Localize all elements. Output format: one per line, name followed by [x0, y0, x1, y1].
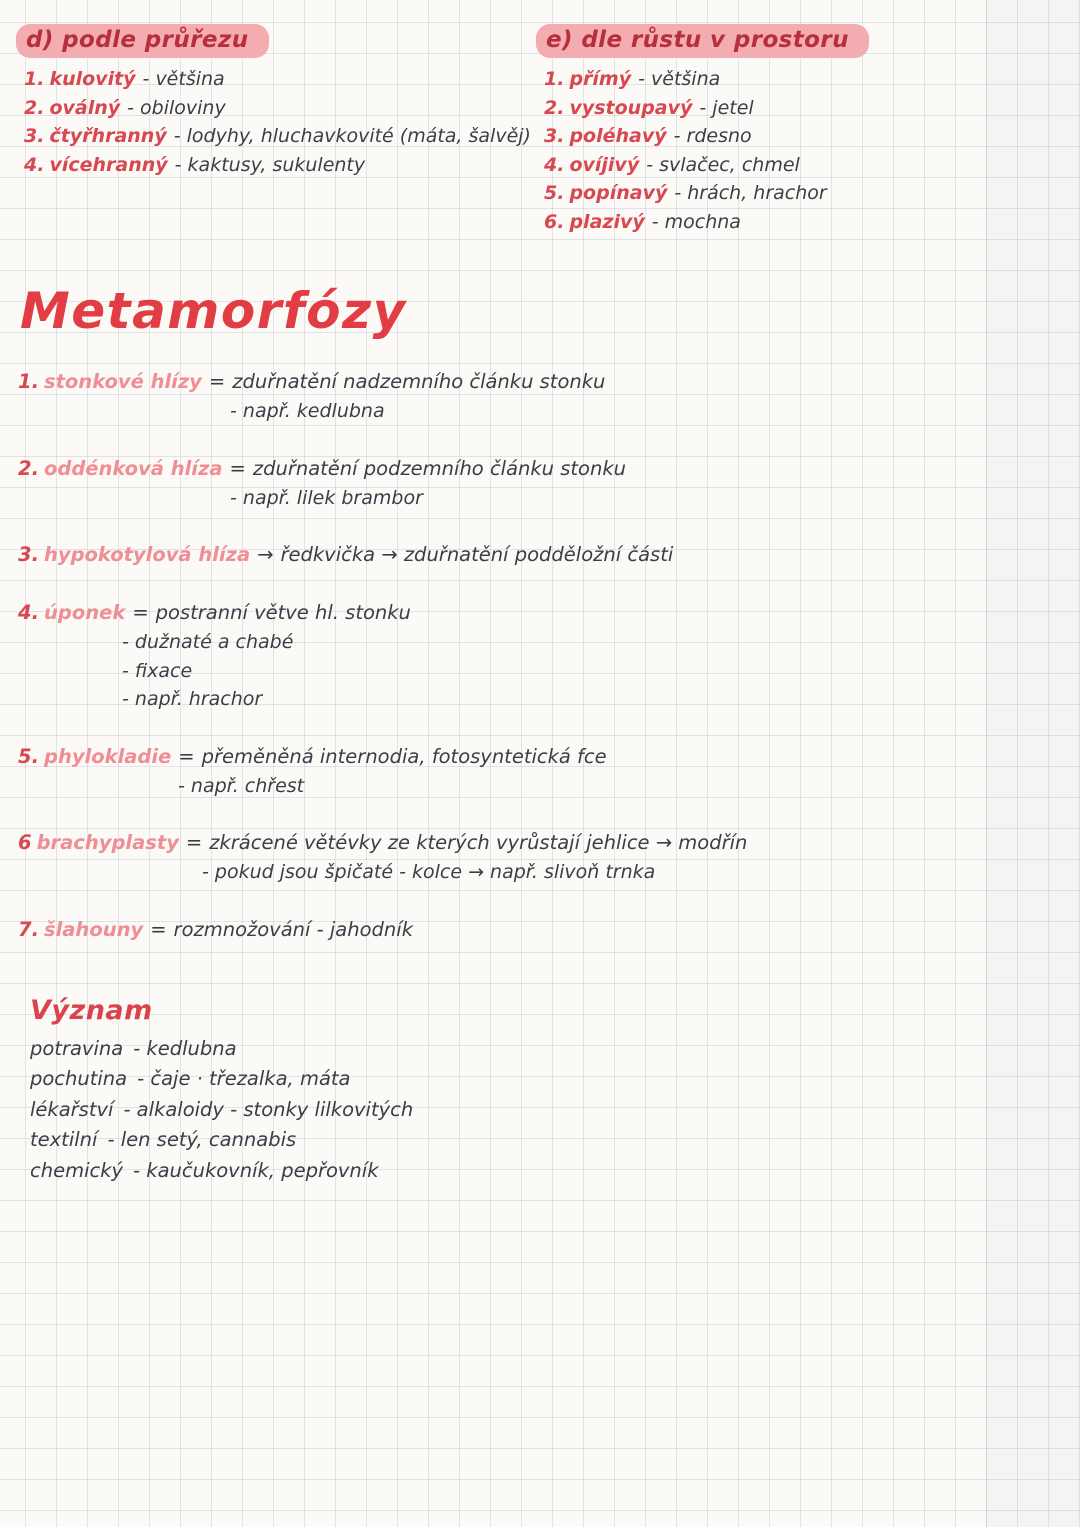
section-d-header: d) podle průřezu [16, 24, 269, 58]
subline: - např. kedlubna [230, 400, 385, 422]
section-e [536, 24, 1080, 236]
meta-main-line [18, 453, 1080, 484]
item-term: plazivý [569, 210, 645, 233]
subline: - pokud jsou špičaté - kolce → např. slivoň trnka [202, 861, 656, 883]
metamorphoses-list [18, 366, 1080, 945]
list-item [16, 122, 536, 151]
meta-main-line [18, 597, 1080, 628]
item-term: čtyřhranný [49, 125, 167, 147]
item-desc: - většina [638, 68, 721, 90]
item-desc: - svlačec, chmel [646, 153, 800, 176]
list-item [536, 94, 1080, 123]
item-number: 1. [24, 68, 45, 90]
section-e-header: e) dle růstu v prostoru [536, 24, 869, 58]
vyznam-section [30, 995, 1080, 1187]
item-number: 3. [18, 543, 39, 566]
vyznam-item [30, 1156, 1080, 1187]
item-term: poléhavý [569, 125, 667, 147]
meta-item [18, 914, 1080, 945]
subline: - např. hrachor [122, 688, 263, 710]
item-number: 2. [24, 96, 45, 119]
item-desc: - čaje · třezalka, máta [137, 1067, 351, 1090]
item-desc: - mochna [651, 210, 741, 233]
item-number: 3. [544, 125, 565, 147]
meta-main-line [18, 366, 1080, 397]
meta-main-line [18, 741, 1080, 772]
section-d [16, 24, 536, 236]
meta-item [18, 539, 1080, 570]
item-term: pochutina [30, 1067, 128, 1090]
item-separator: = [178, 744, 195, 768]
vyznam-item [30, 1034, 1080, 1065]
item-term: vystoupavý [569, 96, 693, 119]
item-separator: = [208, 370, 226, 393]
list-item [536, 122, 1080, 151]
list-item [536, 151, 1080, 180]
item-number: 6 [18, 831, 32, 854]
meta-main-line [18, 539, 1080, 570]
top-sections [0, 0, 1080, 236]
item-desc: zduřnatění podzemního článku stonku [252, 456, 626, 480]
item-number: 1. [18, 370, 39, 393]
page-title: Metamorfózy [20, 282, 407, 340]
item-separator: → [257, 543, 274, 566]
item-number: 5. [18, 744, 39, 768]
item-term: šlahouny [43, 917, 144, 941]
item-desc: přeměněná internodia, fotosyntetická fce [201, 744, 607, 768]
item-term: kulovitý [49, 68, 136, 90]
item-desc: - kedlubna [133, 1036, 237, 1060]
vyznam-item [30, 1064, 1080, 1095]
item-term: oválný [49, 96, 121, 119]
item-term: popínavý [569, 182, 668, 204]
item-desc: - jetel [699, 96, 754, 119]
meta-item [18, 597, 1080, 714]
item-desc: ředkvička → zduřnatění podděložní části [280, 543, 674, 566]
item-number: 4. [24, 153, 45, 176]
meta-item [18, 366, 1080, 426]
item-number: 5. [544, 182, 565, 204]
item-term: potravina [30, 1036, 124, 1060]
item-number: 4. [18, 601, 39, 624]
meta-item [18, 827, 1080, 887]
subline: - fixace [122, 659, 193, 682]
item-separator: = [150, 917, 167, 941]
list-item [16, 94, 536, 123]
item-desc: zkrácené větévky ze kterých vyrůstají jehlice → modřín [209, 831, 748, 854]
item-term: phylokladie [43, 744, 172, 768]
subline: - např. chřest [178, 774, 305, 797]
item-desc: - rdesno [673, 125, 752, 147]
list-item [536, 208, 1080, 237]
vyznam-header: Význam [30, 994, 153, 1026]
item-desc: rozmnožování - jahodník [173, 917, 413, 941]
list-item [536, 65, 1080, 94]
item-desc: - většina [142, 68, 225, 90]
vyznam-item [30, 1095, 1080, 1126]
item-desc: zduřnatění nadzemního článku stonku [232, 370, 606, 393]
list-item [16, 151, 536, 180]
list-item [536, 179, 1080, 208]
list-item [16, 65, 536, 94]
item-term: chemický [30, 1158, 124, 1182]
item-number: 6. [544, 210, 565, 233]
item-term: textilní [30, 1128, 98, 1151]
item-desc: - kaktusy, sukulenty [174, 153, 366, 176]
item-desc: - hrách, hrachor [674, 182, 827, 204]
item-term: vícehranný [49, 153, 168, 176]
item-number: 2. [544, 96, 565, 119]
meta-main-line [18, 827, 1080, 858]
item-term: lékařství [30, 1097, 114, 1121]
meta-main-line [18, 914, 1080, 945]
item-number: 4. [544, 153, 565, 176]
subline: - např. lilek brambor [230, 486, 423, 509]
meta-item [18, 453, 1080, 513]
item-separator: = [229, 456, 246, 480]
vyznam-item [30, 1125, 1080, 1156]
item-separator: = [185, 831, 203, 854]
item-number: 2. [18, 456, 39, 480]
item-number: 3. [24, 125, 45, 147]
item-desc: - alkaloidy - stonky lilkovitých [123, 1097, 414, 1121]
item-term: brachyplasty [36, 831, 179, 854]
item-desc: postranní větve hl. stonku [155, 601, 411, 624]
item-desc: - len setý, cannabis [107, 1128, 297, 1151]
meta-item [18, 741, 1080, 801]
item-number: 1. [544, 68, 565, 90]
subline: - dužnaté a chabé [122, 631, 294, 653]
item-term: stonkové hlízy [43, 370, 202, 393]
item-number: 7. [18, 917, 39, 941]
item-desc: - kaučukovník, pepřovník [133, 1158, 379, 1182]
item-term: hypokotylová hlíza [43, 543, 251, 566]
item-term: úponek [43, 601, 126, 624]
item-term: ovíjivý [569, 153, 640, 176]
item-desc: - lodyhy, hluchavkovité (máta, šalvěj) [173, 125, 531, 147]
item-separator: = [132, 601, 149, 624]
item-term: přímý [569, 68, 632, 90]
item-term: oddénková hlíza [43, 456, 223, 480]
item-desc: - obiloviny [127, 96, 226, 119]
